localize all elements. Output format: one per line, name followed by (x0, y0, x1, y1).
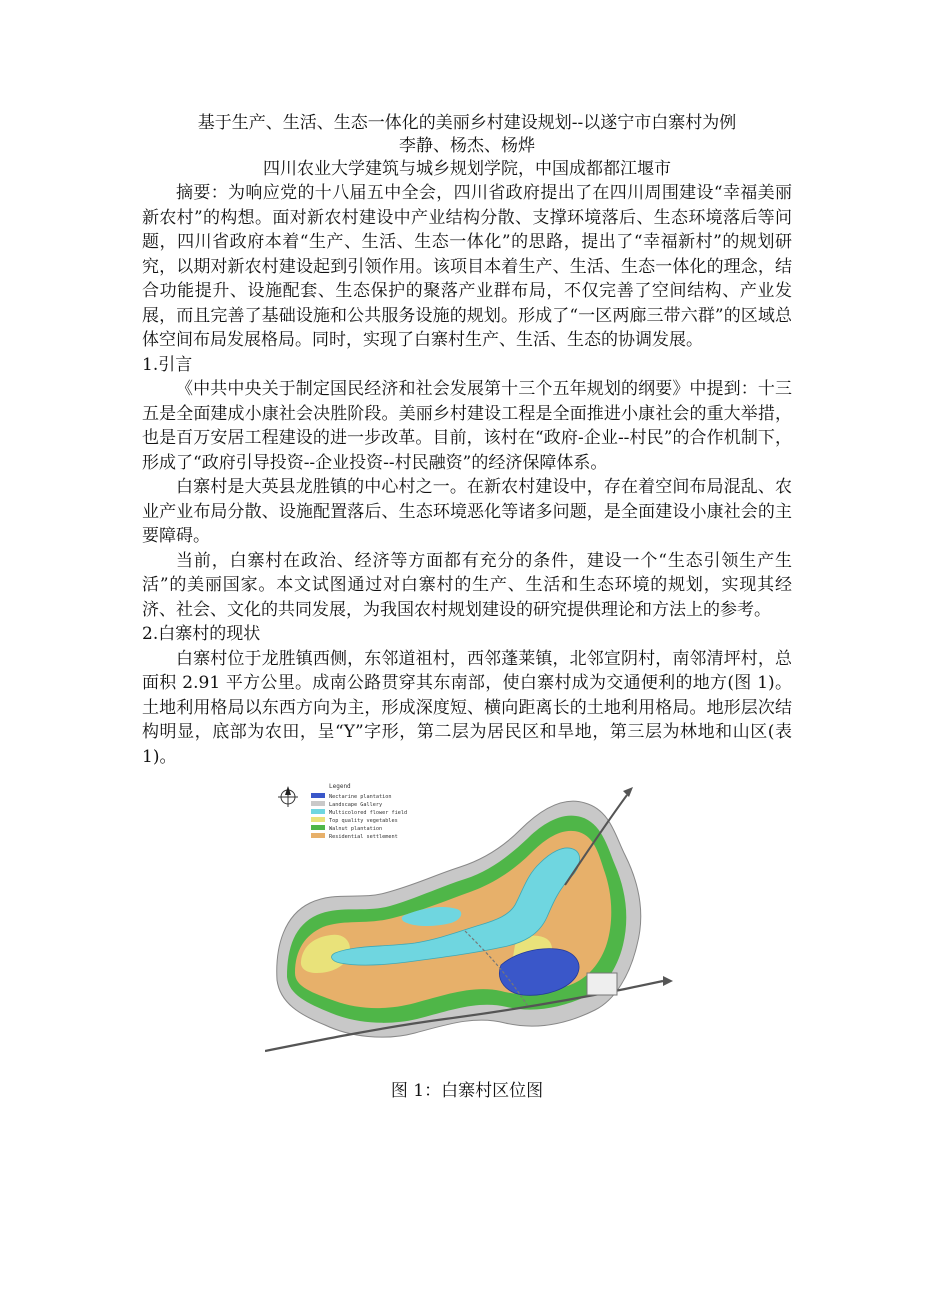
legend-swatch (311, 825, 325, 830)
road-arrow-east-icon (663, 976, 673, 986)
intro-paragraph-1: 《中共中央关于制定国民经济和社会发展第十三个五年规划的纲要》中提到：十三五是全面建成小康社会决胜阶段。美丽乡村建设工程是全面推进小康社会的重大举措，也是百万安居工程建设的进一步改革。目前，该村在“政府-企业--村民”的合作机制下，形成了“政府引导投资--企业投资--村民融资”的经济保障体系。 (142, 379, 792, 473)
legend-swatch (311, 817, 325, 822)
legend-swatch (311, 833, 325, 838)
status-paragraph-1: 白寨村位于龙胜镇西侧，东邻道祖村，西邻蓬莱镇，北邻宣阴村，南邻清坪村，总面积 2.91 平方公里。成南公路贯穿其东南部，使白寨村成为交通便利的地方(图 1)。土地利用格局以东西方向为主，形成深度短、横向距离长的土地利用格局。地形层次结构明显，底部为农田，呈“Y”字形，第二层为居民区和旱地，第三层为林地和山区(表 1)。 (142, 648, 792, 767)
paper-authors: 李静、杨杰、杨烨 (399, 136, 535, 156)
abstract: 摘要：为响应党的十八届五中全会，四川省政府提出了在四川周围建设“幸福美丽新农村”的构想。面对新农村建设中产业结构分散、支撑环境落后、生态环境落后等问题，四川省政府本着“生产、生活、生态一体化”的思路，提出了“幸福新村”的规划研究，以期对新农村建设起到引领作用。该项目本着生产、生活、生态一体化的理念，结合功能提升、设施配套、生态保护的聚落产业群布局，不仅完善了空间结构、产业发展，而且完善了基础设施和公共服务设施的规划。形成了“一区两廊三带六群”的区域总体空间布局发展格局。同时，实现了白寨村生产、生活、生态的协调发展。 (142, 183, 792, 350)
north-arrow-icon (278, 786, 298, 807)
building-block (587, 973, 617, 995)
intro-paragraph-2: 白寨村是大英县龙胜镇的中心村之一。在新农村建设中，存在着空间布局混乱、农业产业布局分散、设施配置落后、生态环境恶化等诸多问题，是全面建设小康社会的主要障碍。 (142, 477, 792, 546)
village-map-image (265, 775, 685, 1075)
legend-label: Nectarine plantation (329, 794, 392, 800)
section-heading-status: 2.白寨村的现状 (142, 624, 261, 644)
map-legend (311, 783, 407, 840)
legend-label: Landscape Gallery (329, 802, 383, 808)
intro-paragraph-3: 当前，白寨村在政治、经济等方面都有充分的条件，建设一个“生态引领生产生活”的美丽国家。本文试图通过对白寨村的生产、生活和生态环境的规划，实现其经济、社会、文化的共同发展，为我国农村规划建设的研究提供理论和方法上的参考。 (142, 550, 792, 620)
legend-label: Walnut plantation (329, 826, 383, 832)
legend-swatch (311, 801, 325, 806)
road-arrow-north-icon (623, 787, 633, 797)
legend-title: Legend (329, 783, 351, 790)
legend-label: Multicolored flower field (329, 810, 408, 816)
figure-location-map (265, 775, 685, 1075)
legend-label: Residential settlement (329, 834, 398, 840)
paper-title: 基于生产、生活、生态一体化的美丽乡村建设规划--以遂宁市白寨村为例 (197, 113, 737, 133)
legend-swatch (311, 793, 325, 798)
paper-page (142, 112, 792, 1103)
paper-affiliation: 四川农业大学建筑与城乡规划学院，中国成都都江堰市 (263, 159, 671, 179)
figure-caption: 图 1：白寨村区位图 (390, 1081, 544, 1101)
legend-label: Top quality vegetables (329, 818, 398, 824)
section-heading-intro: 1.引言 (142, 354, 193, 375)
legend-swatch (311, 809, 325, 814)
